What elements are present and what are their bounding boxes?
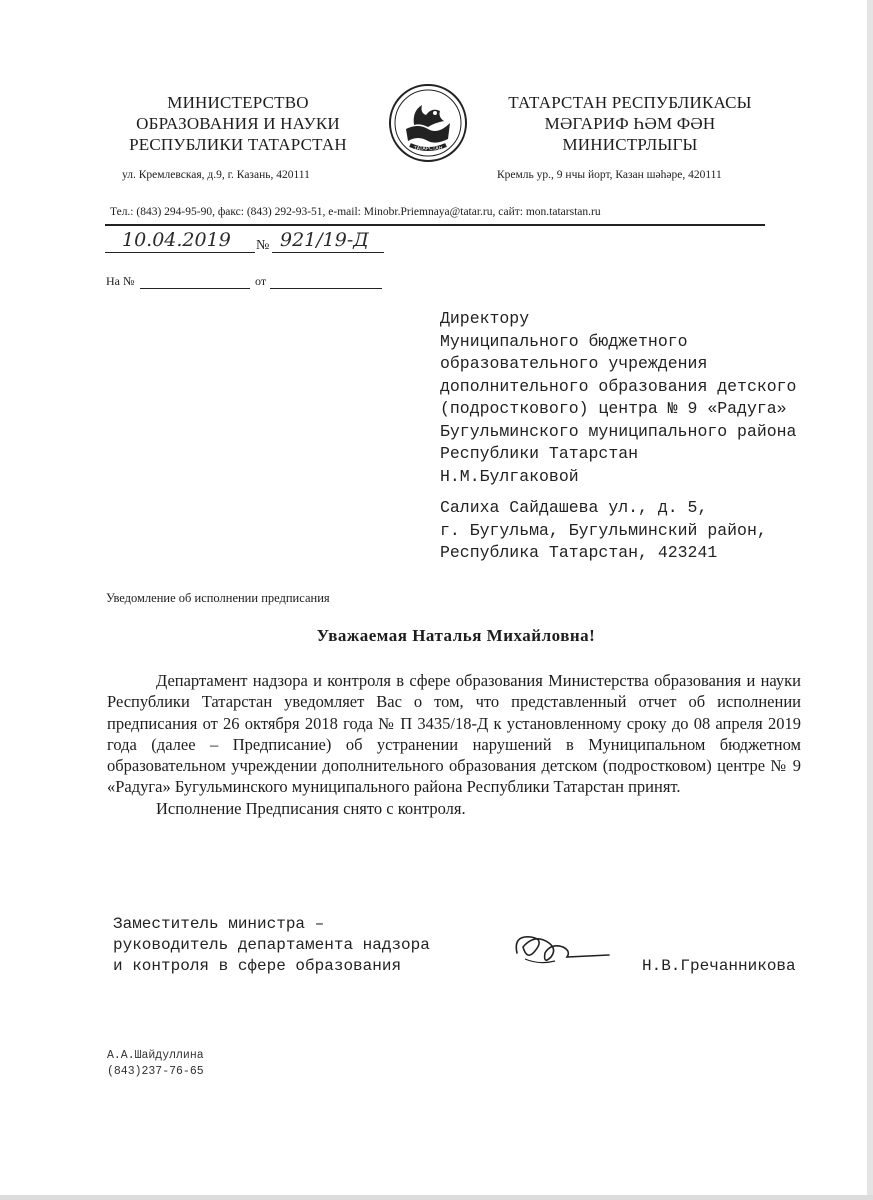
recipient-line: образовательного учреждения: [440, 354, 708, 373]
handwritten-signature: [505, 925, 615, 975]
ministry-name-ru: МИНИСТЕРСТВО ОБРАЗОВАНИЯ И НАУКИ РЕСПУБЛИКИ ТАТАРСТАН: [129, 93, 347, 154]
signature-icon: [505, 925, 615, 975]
executor-info: [107, 1048, 204, 1080]
recipient-block: [440, 308, 860, 488]
recipient-line: (подросткового) центра № 9 «Радуга»: [440, 399, 787, 418]
recipient-line: Муниципального бюджетного: [440, 331, 688, 351]
body-paragraph-1: Департамент надзора и контроля в сфере образования Министерства образования и науки Республики Татарстан уведомляет Вас о том, что представленный отчет об исполнении предписания от 26 октября 2018 года № П 3435/18-Д к установленному сроку до 08 апреля 2019 года (далее – Предписание) об устранении нарушений в Муниципальном бюджетном образовательном учреждении дополнительного образования детском (подростковом) центре № 9 «Радуга» Бугульминского муниципального района Республики Татарстан принят.: [107, 671, 801, 797]
ref-number-label: На №: [106, 274, 135, 288]
recipient-line: дополнительного образования детского: [440, 376, 797, 396]
recipient-line: Бугульминского муниципального района: [440, 421, 797, 441]
tatarstan-emblem: ТАТАРСТАН: [388, 83, 468, 163]
number-underline: [272, 252, 384, 253]
scan-edge-right: [867, 0, 873, 1200]
ref-number-underline: [140, 288, 250, 289]
signatory-position: Заместитель министра – руководитель департамента надзора и контроля в сфере образования: [113, 915, 430, 975]
recipient-line: Н.М.Булгаковой: [440, 466, 579, 486]
ref-from-underline: [270, 288, 382, 289]
registration-date: 10.04.2019: [122, 229, 231, 251]
signatory-name: Н.В.Гречанникова: [642, 957, 796, 975]
recipient-address: [440, 497, 860, 565]
recipient-address-line: Республика Татарстан, 423241: [440, 543, 718, 562]
body-paragraph-2: Исполнение Предписания снято с контроля.: [156, 798, 466, 818]
executor-name: А.А.Шайдуллина: [107, 1049, 204, 1062]
registration-number: 921/19-Д: [280, 229, 369, 251]
executor-phone: (843)237-76-65: [107, 1065, 204, 1078]
address-tt: Кремль ур., 9 нчы йорт, Казан шәһәре, 420111: [497, 169, 722, 181]
address-ru: ул. Кремлевская, д.9, г. Казань, 420111: [122, 169, 310, 181]
date-underline: [105, 252, 255, 253]
header-rule: [105, 224, 765, 226]
salutation: Уважаемая Наталья Михайловна!: [316, 626, 596, 645]
ministry-name-tt: ТАТАРСТАН РЕСПУБЛИКАСЫ МӘГАРИФ ҺӘМ ФӘН МИНИСТРЛЫГЫ: [508, 93, 752, 154]
recipient-address-line: г. Бугульма, Бугульминский район,: [440, 520, 767, 540]
letter-body: [107, 670, 801, 819]
recipient-line: Республики Татарстан: [440, 444, 639, 463]
contacts-line: Тел.: (843) 294-95-90, факс: (843) 292-93-51, e-mail: Minobr.Priemnaya@tatar.ru, сайт: mon.tatarstan.ru: [110, 206, 601, 218]
ref-from-label: от: [255, 274, 267, 288]
recipient-line: Директору: [440, 309, 530, 328]
recipient-address-line: Салиха Сайдашева ул., д. 5,: [440, 498, 708, 517]
scan-edge-bottom: [0, 1195, 873, 1200]
registration-no-label: №: [256, 238, 270, 253]
letter-subject: Уведомление об исполнении предписания: [106, 591, 330, 605]
